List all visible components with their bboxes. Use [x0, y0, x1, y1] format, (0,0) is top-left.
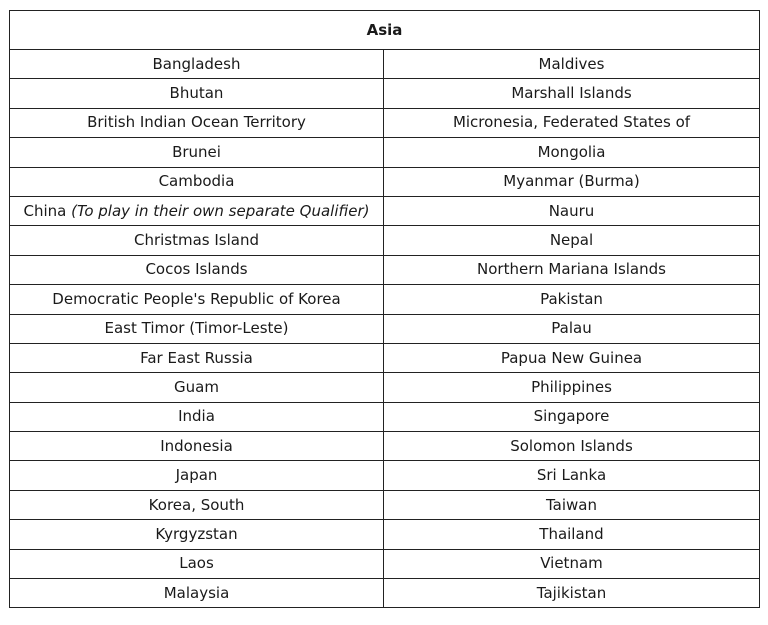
country-name: China: [23, 201, 67, 220]
table-row: [10, 314, 760, 343]
country-cell-right: Sri Lanka: [384, 461, 760, 490]
table-row: [10, 373, 760, 402]
country-cell-right: Northern Mariana Islands: [384, 255, 760, 284]
country-cell-right: Nepal: [384, 226, 760, 255]
country-cell-right: Singapore: [384, 402, 760, 431]
table-row: [10, 402, 760, 431]
table-row: [10, 196, 760, 225]
country-cell-left: Korea, South: [10, 490, 384, 519]
country-cell-right: Tajikistan: [384, 579, 760, 608]
table-row: [10, 461, 760, 490]
country-cell-right: Vietnam: [384, 549, 760, 578]
table-row: [10, 79, 760, 108]
table-row: [10, 138, 760, 167]
table-row: [10, 579, 760, 608]
table-row: [10, 432, 760, 461]
country-cell-right: Papua New Guinea: [384, 343, 760, 372]
country-cell-right: Myanmar (Burma): [384, 167, 760, 196]
table-row: [10, 226, 760, 255]
qualifier-note: (To play in their own separate Qualifier): [71, 201, 370, 220]
table-row: [10, 255, 760, 284]
country-cell-left: Guam: [10, 373, 384, 402]
country-cell-left: Cambodia: [10, 167, 384, 196]
country-cell-left: Bangladesh: [10, 50, 384, 79]
country-cell-left: East Timor (Timor-Leste): [10, 314, 384, 343]
country-cell-left: Laos: [10, 549, 384, 578]
table-row: [10, 167, 760, 196]
country-cell-left: Brunei: [10, 138, 384, 167]
country-cell-left: British Indian Ocean Territory: [10, 108, 384, 137]
country-cell-right: Micronesia, Federated States of: [384, 108, 760, 137]
table-row: [10, 490, 760, 519]
table-row: [10, 108, 760, 137]
country-cell-left: Democratic People's Republic of Korea: [10, 285, 384, 314]
country-cell-left: Bhutan: [10, 79, 384, 108]
country-cell-left: Malaysia: [10, 579, 384, 608]
asia-countries-table: [9, 10, 760, 608]
country-cell-right: Taiwan: [384, 490, 760, 519]
country-cell-right: Maldives: [384, 50, 760, 79]
country-cell-right: Nauru: [384, 196, 760, 225]
country-cell-right: Mongolia: [384, 138, 760, 167]
country-cell-left: India: [10, 402, 384, 431]
country-cell-left: Japan: [10, 461, 384, 490]
table-row: [10, 343, 760, 372]
country-cell-right: Solomon Islands: [384, 432, 760, 461]
country-cell-left: Cocos Islands: [10, 255, 384, 284]
country-cell-right: Thailand: [384, 520, 760, 549]
country-cell-left: [10, 196, 384, 225]
country-cell-right: Marshall Islands: [384, 79, 760, 108]
table-row: [10, 285, 760, 314]
table-row: [10, 50, 760, 79]
country-cell-left: Christmas Island: [10, 226, 384, 255]
country-cell-right: Palau: [384, 314, 760, 343]
table-title: Asia: [10, 11, 760, 50]
table-row: [10, 520, 760, 549]
country-cell-right: Philippines: [384, 373, 760, 402]
table-row: [10, 549, 760, 578]
table-header-row: [10, 11, 760, 50]
country-cell-left: Indonesia: [10, 432, 384, 461]
country-cell-left: Far East Russia: [10, 343, 384, 372]
country-cell-left: Kyrgyzstan: [10, 520, 384, 549]
country-cell-right: Pakistan: [384, 285, 760, 314]
